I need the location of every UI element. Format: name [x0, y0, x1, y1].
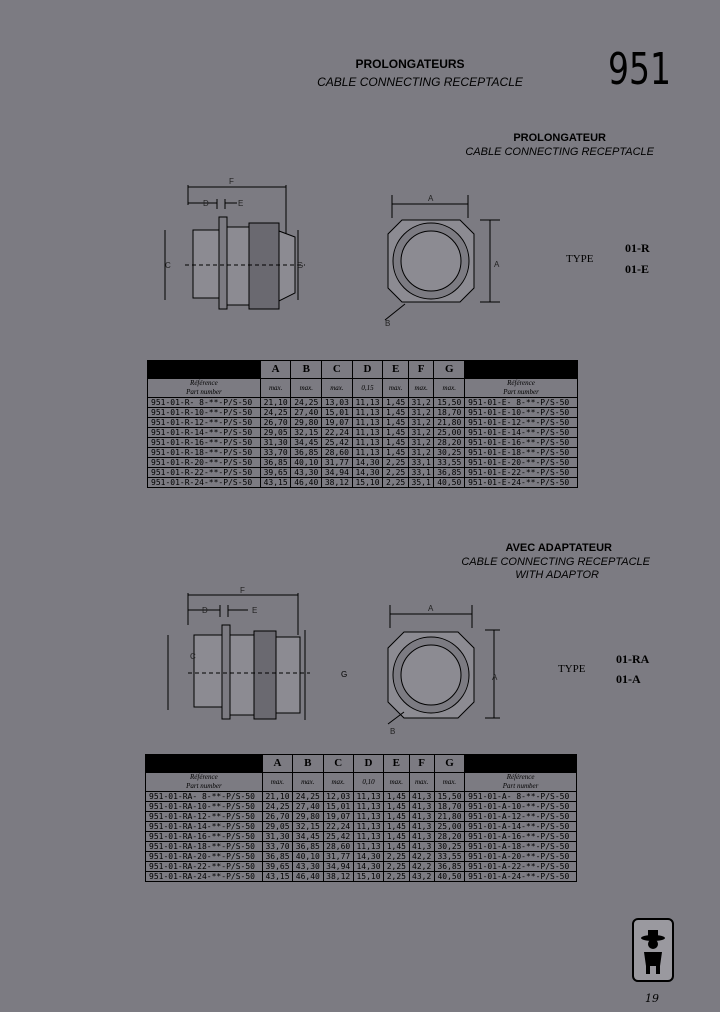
dimension-cell: 36,85 [293, 842, 323, 852]
part-number-cell: 951-01-RA- 8-**-P/S-50 [146, 792, 263, 802]
section1-spec-table [147, 360, 578, 488]
dimension-cell: 2,25 [384, 862, 409, 872]
dim2-label-e: E [252, 606, 258, 615]
dimension-cell: 11,13 [353, 822, 383, 832]
dimension-cell: 19,07 [323, 812, 353, 822]
col2-e: E [384, 755, 409, 773]
dimension-cell: 40,10 [293, 852, 323, 862]
section2-spec-table [145, 754, 577, 882]
dimension-cell: 40,50 [434, 478, 465, 488]
part-number-cell: 951-01-RA-14-**-P/S-50 [146, 822, 263, 832]
dimension-cell: 24,25 [293, 792, 323, 802]
part-number-cell: 951-01-RA-20-**-P/S-50 [146, 852, 263, 862]
dimension-cell: 33,55 [434, 852, 464, 862]
dim2-label-f: F [240, 586, 245, 595]
dimension-cell: 11,13 [353, 842, 383, 852]
dimension-cell: 33,70 [262, 842, 292, 852]
dimension-cell: 22,24 [323, 822, 353, 832]
dimension-cell: 12,03 [323, 792, 353, 802]
part-number-cell: 951-01-R-10-**-P/S-50 [148, 408, 261, 418]
col-g: G [434, 361, 465, 379]
table-row [146, 852, 577, 862]
part-number-cell: 951-01-RA-22-**-P/S-50 [146, 862, 263, 872]
dimension-cell: 24,25 [291, 398, 322, 408]
dim2-label-d: D [202, 606, 208, 615]
dimension-cell: 46,40 [293, 872, 323, 882]
col2-a: A [262, 755, 292, 773]
dimension-cell: 11,13 [353, 802, 383, 812]
dimension-cell: 33,1 [408, 468, 434, 478]
dimension-cell: 1,45 [384, 842, 409, 852]
dimension-cell: 1,45 [383, 438, 409, 448]
dimension-cell: 22,24 [322, 428, 353, 438]
dim2-label-g-out: G [341, 670, 348, 679]
dimension-cell: 30,25 [434, 448, 465, 458]
table-row [146, 832, 577, 842]
dimension-cell: 38,12 [323, 872, 353, 882]
unit-e: max. [383, 379, 409, 398]
dimension-cell: 1,45 [384, 832, 409, 842]
dimension-cell: 11,13 [352, 448, 383, 458]
col2-c: C [323, 755, 353, 773]
dimension-cell: 42,2 [409, 862, 434, 872]
part-number-cell: 951-01-R-22-**-P/S-50 [148, 468, 261, 478]
col2-b: B [293, 755, 323, 773]
dimension-cell: 33,55 [434, 458, 465, 468]
dimension-cell: 15,10 [353, 872, 383, 882]
unit-a: max. [260, 379, 291, 398]
dimension-cell: 1,45 [384, 822, 409, 832]
dimension-cell: 15,50 [434, 792, 464, 802]
dimension-cell: 35,1 [408, 478, 434, 488]
dimension-cell: 41,3 [409, 832, 434, 842]
dimension-cell: 39,65 [260, 468, 291, 478]
section2-subtitle-2: WITH ADAPTOR [515, 569, 599, 581]
part-number-cell: 951-01-RA-10-**-P/S-50 [146, 802, 263, 812]
dimension-cell: 28,60 [323, 842, 353, 852]
page-title: PROLONGATEURS [355, 57, 465, 71]
dimension-cell: 1,45 [383, 418, 409, 428]
dimension-cell: 11,13 [352, 398, 383, 408]
dimension-cell: 41,3 [409, 792, 434, 802]
page-number: 19 [645, 992, 659, 1005]
part-number-cell: 951-01-R-20-**-P/S-50 [148, 458, 261, 468]
dimension-cell: 28,20 [434, 832, 464, 842]
table-row [146, 812, 577, 822]
dimension-cell: 33,70 [260, 448, 291, 458]
adaptor-front-view-drawing [370, 600, 510, 740]
dimension-cell: 14,30 [353, 852, 383, 862]
table-row [148, 428, 578, 438]
dimension-cell: 31,2 [408, 428, 434, 438]
col-d: D [352, 361, 383, 379]
dimension-cell: 40,10 [291, 458, 322, 468]
dimension-cell: 25,00 [434, 822, 464, 832]
col-b: B [291, 361, 322, 379]
unit-c: max. [322, 379, 353, 398]
unit2-b: max. [293, 773, 323, 792]
table-row [148, 408, 578, 418]
unit-d: 0,15 [352, 379, 383, 398]
table-row [148, 468, 578, 478]
col-c: C [322, 361, 353, 379]
dimension-cell: 11,13 [353, 832, 383, 842]
col2-d: D [353, 755, 383, 773]
col-a: A [260, 361, 291, 379]
dimension-cell: 31,77 [323, 852, 353, 862]
unit-g: max. [434, 379, 465, 398]
dimension-cell: 11,13 [353, 792, 383, 802]
dimension-cell: 11,13 [352, 438, 383, 448]
dimension-cell: 39,65 [262, 862, 292, 872]
dimension-cell: 42,2 [409, 852, 434, 862]
part-number-cell: 951-01-E-16-**-P/S-50 [465, 438, 578, 448]
dimension-cell: 1,45 [384, 792, 409, 802]
dimension-cell: 43,15 [260, 478, 291, 488]
dimension-cell: 21,80 [434, 812, 464, 822]
section2-subtitle-1: CABLE CONNECTING RECEPTACLE [461, 556, 650, 568]
section2-type-ra: 01-RA [616, 652, 650, 666]
part-number-cell: 951-01-A-22-**-P/S-50 [465, 862, 577, 872]
part-number-cell: 951-01-E-24-**-P/S-50 [465, 478, 578, 488]
part-number-cell: 951-01-A-10-**-P/S-50 [465, 802, 577, 812]
dimension-cell: 11,13 [352, 428, 383, 438]
part-number-cell: 951-01-E-22-**-P/S-50 [465, 468, 578, 478]
unit2-e: max. [384, 773, 409, 792]
part-number-cell: 951-01-RA-12-**-P/S-50 [146, 812, 263, 822]
part-number-cell: 951-01-A-24-**-P/S-50 [465, 872, 577, 882]
ref2-caption-right: Référence Part number [465, 773, 577, 792]
dimension-cell: 46,40 [291, 478, 322, 488]
dimension-cell: 25,42 [323, 832, 353, 842]
part-number-cell: 951-01-E- 8-**-P/S-50 [465, 398, 578, 408]
dimension-cell: 26,70 [262, 812, 292, 822]
dimension-cell: 41,3 [409, 802, 434, 812]
col-f: F [408, 361, 434, 379]
dimension-cell: 31,2 [408, 408, 434, 418]
part-number-cell: 951-01-A-12-**-P/S-50 [465, 812, 577, 822]
dimension-cell: 1,45 [383, 448, 409, 458]
dimension-cell: 36,85 [434, 862, 464, 872]
dimension-cell: 32,15 [291, 428, 322, 438]
part-number-cell: 951-01-R-24-**-P/S-50 [148, 478, 261, 488]
dimension-cell: 34,94 [323, 862, 353, 872]
dimension-cell: 28,60 [322, 448, 353, 458]
dimension-cell: 38,12 [322, 478, 353, 488]
dimension-cell: 31,30 [260, 438, 291, 448]
adaptor-side-view-drawing [160, 585, 330, 725]
dimension-cell: 33,1 [408, 458, 434, 468]
dimension-cell: 28,20 [434, 438, 465, 448]
dimension-cell: 15,50 [434, 398, 465, 408]
dim-label-a-side: A [494, 260, 500, 269]
dimension-cell: 13,03 [322, 398, 353, 408]
dim-label-g: G [297, 261, 304, 270]
ref-caption-right: Référence Part number [465, 379, 578, 398]
part-number-cell: 951-01-RA-18-**-P/S-50 [146, 842, 263, 852]
dimension-cell: 36,85 [262, 852, 292, 862]
dimension-cell: 29,80 [293, 812, 323, 822]
col2-g: G [434, 755, 464, 773]
dimension-cell: 19,07 [322, 418, 353, 428]
part-number-cell: 951-01-RA-16-**-P/S-50 [146, 832, 263, 842]
dimension-cell: 15,01 [323, 802, 353, 812]
table-row [146, 792, 577, 802]
dimension-cell: 18,70 [434, 408, 465, 418]
dimension-cell: 34,45 [293, 832, 323, 842]
part-number-cell: 951-01-R-16-**-P/S-50 [148, 438, 261, 448]
company-logo [632, 918, 674, 982]
table-row [146, 822, 577, 832]
ref2-caption-left: Référence Part number [146, 773, 263, 792]
dimension-cell: 29,05 [260, 428, 291, 438]
dimension-cell: 25,00 [434, 428, 465, 438]
ref-header-right [465, 361, 578, 379]
dimension-cell: 1,45 [384, 802, 409, 812]
dimension-cell: 21,10 [262, 792, 292, 802]
dimension-cell: 31,2 [408, 448, 434, 458]
dimension-cell: 2,25 [383, 458, 409, 468]
dimension-cell: 29,05 [262, 822, 292, 832]
table-row [146, 842, 577, 852]
section1-type-r: 01-R [625, 241, 650, 255]
dimension-cell: 31,2 [408, 398, 434, 408]
section1-type-label: TYPE [566, 253, 594, 265]
dimension-cell: 31,30 [262, 832, 292, 842]
unit-b: max. [291, 379, 322, 398]
dimension-cell: 36,85 [260, 458, 291, 468]
dimension-cell: 2,25 [384, 872, 409, 882]
dimension-cell: 40,50 [434, 872, 464, 882]
dimension-cell: 14,30 [353, 862, 383, 872]
ref2-header-right [465, 755, 577, 773]
unit2-a: max. [262, 773, 292, 792]
dim-label-e: E [238, 199, 244, 208]
unit2-g: max. [434, 773, 464, 792]
dim2-label-a-side: A [492, 673, 498, 682]
dimension-cell: 31,2 [408, 418, 434, 428]
part-number-cell: 951-01-R-18-**-P/S-50 [148, 448, 261, 458]
section1-subtitle: CABLE CONNECTING RECEPTACLE [465, 146, 654, 158]
dimension-cell: 27,40 [293, 802, 323, 812]
dim-label-f: F [229, 177, 234, 186]
part-number-cell: 951-01-E-20-**-P/S-50 [465, 458, 578, 468]
dimension-cell: 30,25 [434, 842, 464, 852]
dimension-cell: 15,10 [352, 478, 383, 488]
table-row [148, 438, 578, 448]
dimension-cell: 2,25 [383, 478, 409, 488]
section1-type-e: 01-E [625, 262, 649, 276]
dimension-cell: 43,2 [409, 872, 434, 882]
table-row [146, 802, 577, 812]
col2-f: F [409, 755, 434, 773]
part-number-cell: 951-01-E-18-**-P/S-50 [465, 448, 578, 458]
dimension-cell: 18,70 [434, 802, 464, 812]
dimension-cell: 21,10 [260, 398, 291, 408]
section2-type-a: 01-A [616, 672, 641, 686]
dimension-cell: 2,25 [383, 468, 409, 478]
knight-logo-icon [634, 920, 672, 980]
connector-front-view-drawing [370, 190, 510, 330]
table-row [146, 872, 577, 882]
unit2-f: max. [409, 773, 434, 792]
dimension-cell: 26,70 [260, 418, 291, 428]
dimension-cell: 11,13 [353, 812, 383, 822]
dim-label-a-top: A [428, 194, 434, 203]
ref-header-left [148, 361, 261, 379]
part-number-cell: 951-01-A-18-**-P/S-50 [465, 842, 577, 852]
dimension-cell: 31,77 [322, 458, 353, 468]
unit-f: max. [408, 379, 434, 398]
page-subtitle: CABLE CONNECTING RECEPTACLE [317, 75, 523, 89]
part-number-cell: 951-01-E-14-**-P/S-50 [465, 428, 578, 438]
dimension-cell: 43,30 [291, 468, 322, 478]
part-number-cell: 951-01-R-12-**-P/S-50 [148, 418, 261, 428]
dimension-cell: 1,45 [383, 398, 409, 408]
dimension-cell: 32,15 [293, 822, 323, 832]
table-row [148, 448, 578, 458]
dimension-cell: 29,80 [291, 418, 322, 428]
dimension-cell: 1,45 [383, 428, 409, 438]
col-e: E [383, 361, 409, 379]
table-row [148, 458, 578, 468]
dimension-cell: 15,01 [322, 408, 353, 418]
dimension-cell: 14,30 [352, 458, 383, 468]
section1-title: PROLONGATEUR [513, 132, 606, 144]
part-number-cell: 951-01-A- 8-**-P/S-50 [465, 792, 577, 802]
part-number-cell: 951-01-A-16-**-P/S-50 [465, 832, 577, 842]
dimension-cell: 36,85 [291, 448, 322, 458]
part-number-cell: 951-01-A-14-**-P/S-50 [465, 822, 577, 832]
dimension-cell: 1,45 [384, 812, 409, 822]
dimension-cell: 14,30 [352, 468, 383, 478]
dimension-cell: 43,30 [293, 862, 323, 872]
dimension-cell: 41,3 [409, 812, 434, 822]
table-row [148, 478, 578, 488]
section2-type-label: TYPE [558, 663, 586, 675]
dimension-cell: 25,42 [322, 438, 353, 448]
dimension-cell: 36,85 [434, 468, 465, 478]
dim2-label-b: B [390, 727, 396, 736]
dimension-cell: 34,94 [322, 468, 353, 478]
table-row [148, 418, 578, 428]
dim-label-d: D [203, 199, 209, 208]
table-row [148, 398, 578, 408]
ref-caption-left: Référence Part number [148, 379, 261, 398]
series-number: 951 [608, 44, 671, 95]
dimension-cell: 24,25 [262, 802, 292, 812]
part-number-cell: 951-01-A-20-**-P/S-50 [465, 852, 577, 862]
dimension-cell: 21,80 [434, 418, 465, 428]
dimension-cell: 24,25 [260, 408, 291, 418]
dim2-label-a-top: A [428, 604, 434, 613]
dim-label-b: B [385, 319, 391, 328]
dimension-cell: 43,15 [262, 872, 292, 882]
table-row [146, 862, 577, 872]
dim-label-c: C [165, 261, 171, 270]
dimension-cell: 1,45 [383, 408, 409, 418]
part-number-cell: 951-01-R-14-**-P/S-50 [148, 428, 261, 438]
unit2-c: max. [323, 773, 353, 792]
dimension-cell: 31,2 [408, 438, 434, 448]
ref2-header-left [146, 755, 263, 773]
unit2-d: 0,10 [353, 773, 383, 792]
part-number-cell: 951-01-E-10-**-P/S-50 [465, 408, 578, 418]
section2-title: AVEC ADAPTATEUR [505, 542, 612, 554]
dim2-label-c: C [190, 652, 196, 661]
dimension-cell: 34,45 [291, 438, 322, 448]
dimension-cell: 41,3 [409, 842, 434, 852]
part-number-cell: 951-01-RA-24-**-P/S-50 [146, 872, 263, 882]
dimension-cell: 2,25 [384, 852, 409, 862]
part-number-cell: 951-01-E-12-**-P/S-50 [465, 418, 578, 428]
connector-side-view-drawing [155, 175, 315, 310]
part-number-cell: 951-01-R- 8-**-P/S-50 [148, 398, 261, 408]
dimension-cell: 41,3 [409, 822, 434, 832]
dimension-cell: 11,13 [352, 408, 383, 418]
dimension-cell: 11,13 [352, 418, 383, 428]
dimension-cell: 27,40 [291, 408, 322, 418]
